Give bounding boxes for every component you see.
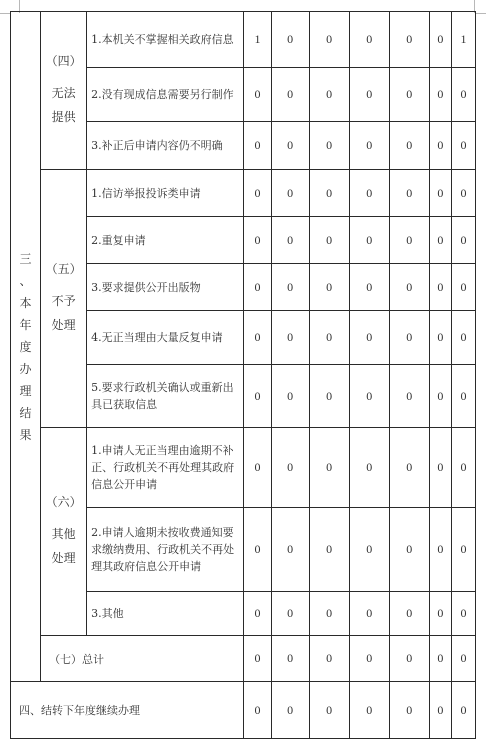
category-label (41, 428, 87, 636)
category-label-line: 不予 (51, 294, 76, 308)
count-cell: 0 (309, 311, 349, 365)
count-cell: 0 (429, 68, 451, 122)
count-cell: 0 (244, 122, 271, 170)
section-three-heading-char: 理 (19, 383, 32, 398)
section-three-heading-char: 结 (19, 405, 32, 420)
count-cell: 0 (349, 170, 389, 217)
row-label: 1.信访举报投诉类申请 (87, 170, 244, 217)
count-cell: 0 (451, 217, 475, 264)
row-label: 2.重复申请 (87, 217, 244, 264)
count-cell: 0 (389, 682, 429, 739)
count-cell: 0 (451, 311, 475, 365)
section-three-heading-char: 年 (19, 317, 32, 332)
count-cell: 0 (271, 122, 309, 170)
count-cell: 0 (389, 12, 429, 68)
count-cell: 0 (389, 592, 429, 636)
category-label (41, 12, 87, 170)
section-three-heading-char: 办 (19, 361, 32, 376)
count-cell: 0 (429, 122, 451, 170)
count-cell: 0 (389, 636, 429, 682)
count-cell: 0 (451, 508, 475, 592)
count-cell: 0 (389, 365, 429, 428)
count-cell: 0 (271, 592, 309, 636)
count-cell: 0 (429, 592, 451, 636)
count-cell: 1 (451, 12, 475, 68)
count-cell: 0 (451, 428, 475, 508)
count-cell: 0 (309, 217, 349, 264)
count-cell: 0 (244, 68, 271, 122)
count-cell: 0 (429, 682, 451, 739)
count-cell: 0 (429, 428, 451, 508)
count-cell: 0 (309, 68, 349, 122)
count-cell: 0 (349, 592, 389, 636)
row-label: 5.要求行政机关确认或重新出具已获取信息 (87, 365, 244, 428)
table-row (11, 12, 476, 68)
count-cell: 0 (271, 12, 309, 68)
section-three-heading (11, 12, 41, 682)
count-cell: 0 (349, 12, 389, 68)
row-label: 1.申请人无正当理由逾期不补正、行政机关不再处理其政府信息公开申请 (87, 428, 244, 508)
count-cell: 0 (389, 68, 429, 122)
count-cell: 0 (451, 682, 475, 739)
count-cell: 0 (271, 311, 309, 365)
row-label: 3.其他 (87, 592, 244, 636)
row-label: 4.无正当理由大量反复申请 (87, 311, 244, 365)
disclosure-results-table (10, 11, 476, 739)
count-cell: 0 (244, 311, 271, 365)
count-cell: 0 (429, 264, 451, 311)
category-label-line: （五） (45, 262, 82, 276)
row-label: 3.要求提供公开出版物 (87, 264, 244, 311)
count-cell: 0 (429, 636, 451, 682)
count-cell: 0 (309, 122, 349, 170)
total-row (11, 636, 476, 682)
row-label: 1.本机关不掌握相关政府信息 (87, 12, 244, 68)
count-cell: 0 (244, 682, 271, 739)
count-cell: 0 (309, 592, 349, 636)
section-three-heading-char: 果 (19, 427, 32, 442)
count-cell: 0 (244, 170, 271, 217)
category-label-line: （六） (45, 495, 82, 509)
count-cell: 0 (271, 170, 309, 217)
count-cell: 0 (271, 264, 309, 311)
carryover-label: 四、结转下年度继续办理 (11, 682, 244, 739)
count-cell: 0 (429, 170, 451, 217)
count-cell: 0 (451, 68, 475, 122)
count-cell: 0 (271, 508, 309, 592)
count-cell: 0 (244, 636, 271, 682)
count-cell: 0 (244, 508, 271, 592)
crop-mark (0, 13, 10, 24)
count-cell: 0 (309, 682, 349, 739)
count-cell: 0 (309, 264, 349, 311)
count-cell: 0 (349, 428, 389, 508)
total-label: （七）总计 (41, 636, 244, 682)
table-row (11, 428, 476, 508)
section-three-heading-char: 度 (19, 339, 32, 354)
category-label-line: 处理 (51, 551, 76, 565)
category-label-line: （四） (45, 54, 82, 68)
count-cell: 0 (349, 311, 389, 365)
table-row (11, 170, 476, 217)
count-cell: 0 (271, 68, 309, 122)
count-cell: 0 (389, 428, 429, 508)
count-cell: 0 (271, 217, 309, 264)
count-cell: 0 (309, 636, 349, 682)
count-cell: 0 (389, 122, 429, 170)
count-cell: 0 (429, 508, 451, 592)
count-cell: 0 (271, 428, 309, 508)
count-cell: 0 (309, 365, 349, 428)
category-label-line: 无法 (51, 86, 76, 100)
count-cell: 0 (309, 12, 349, 68)
count-cell: 0 (349, 122, 389, 170)
count-cell: 0 (389, 508, 429, 592)
count-cell: 0 (349, 68, 389, 122)
count-cell: 0 (244, 217, 271, 264)
section-three-heading-char: 三 (19, 251, 32, 266)
count-cell: 0 (429, 311, 451, 365)
count-cell: 0 (244, 264, 271, 311)
crop-mark (476, 13, 486, 24)
count-cell: 0 (244, 428, 271, 508)
count-cell: 0 (451, 365, 475, 428)
count-cell: 0 (429, 12, 451, 68)
count-cell: 0 (244, 365, 271, 428)
count-cell: 0 (349, 636, 389, 682)
category-label-line: 处理 (51, 318, 76, 332)
category-label (41, 170, 87, 428)
count-cell: 0 (451, 264, 475, 311)
section-three-heading-char: 本 (19, 295, 32, 310)
count-cell: 0 (349, 217, 389, 264)
count-cell: 0 (309, 508, 349, 592)
count-cell: 1 (244, 12, 271, 68)
count-cell: 0 (349, 264, 389, 311)
row-label: 3.补正后申请内容仍不明确 (87, 122, 244, 170)
count-cell: 0 (271, 365, 309, 428)
count-cell: 0 (389, 217, 429, 264)
carryover-row (11, 682, 476, 739)
count-cell: 0 (309, 428, 349, 508)
count-cell: 0 (349, 365, 389, 428)
count-cell: 0 (271, 636, 309, 682)
count-cell: 0 (389, 264, 429, 311)
count-cell: 0 (349, 508, 389, 592)
row-label: 2.没有现成信息需要另行制作 (87, 68, 244, 122)
category-label-line: 其他 (51, 527, 76, 541)
count-cell: 0 (271, 682, 309, 739)
count-cell: 0 (429, 365, 451, 428)
section-three-heading-char: 、 (19, 273, 32, 288)
row-label: 2.申请人逾期未按收费通知要求缴纳费用、行政机关不再处理其政府信息公开申请 (87, 508, 244, 592)
count-cell: 0 (389, 311, 429, 365)
count-cell: 0 (451, 592, 475, 636)
count-cell: 0 (429, 217, 451, 264)
count-cell: 0 (389, 170, 429, 217)
count-cell: 0 (451, 122, 475, 170)
count-cell: 0 (244, 592, 271, 636)
category-label-line: 提供 (51, 110, 76, 124)
count-cell: 0 (309, 170, 349, 217)
count-cell: 0 (349, 682, 389, 739)
count-cell: 0 (451, 636, 475, 682)
count-cell: 0 (451, 170, 475, 217)
